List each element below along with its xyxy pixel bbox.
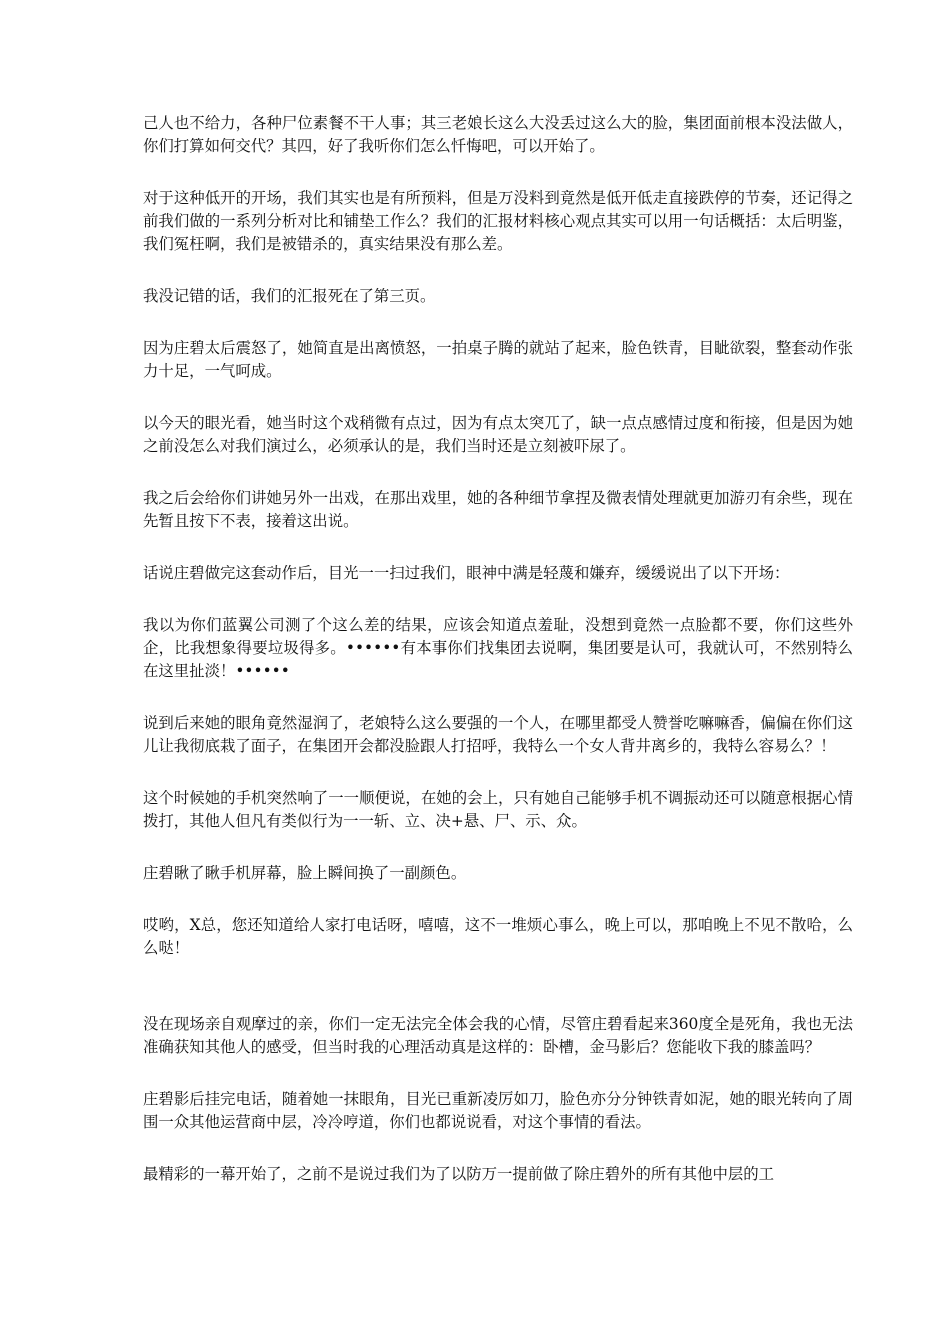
paragraph-8: 我以为你们蓝翼公司测了个这么差的结果，应该会知道点羞耻，没想到竟然一点脸都不要，你们这些外企，比我想象得要垃圾得多。••••••有本事你们找集团去说啊，集团要是认可，我就认可，不然别特么在这里扯淡！•••••• [143, 616, 853, 680]
paragraph-4: 因为庄碧太后震怒了，她简直是出离愤怒，一拍桌子腾的就站了起来，脸色铁青，目眦欲裂，整套动作张力十足，一气呵成。 [143, 339, 853, 380]
paragraph-1: 己人也不给力，各种尸位素餐不干人事；其三老娘长这么大没丢过这么大的脸，集团面前根本没法做人，你们打算如何交代？其四，好了我听你们怎么忏悔吧，可以开始了。 [143, 114, 853, 155]
paragraph-5: 以今天的眼光看，她当时这个戏稍微有点过，因为有点太突兀了，缺一点点感情过度和衔接，但是因为她之前没怎么对我们演过么，必须承认的是，我们当时还是立刻被吓尿了。 [143, 414, 853, 455]
document-body [143, 112, 853, 1186]
paragraph-11: 庄碧瞅了瞅手机屏幕，脸上瞬间换了一副颜色。 [143, 864, 467, 882]
paragraph-9: 说到后来她的眼角竟然湿润了，老娘特么这么要强的一个人，在哪里都受人赞誉吃嘛嘛香，偏偏在你们这儿让我彻底栽了面子，在集团开会都没脸跟人打招呼，我特么一个女人背井离乡的，我特么容易么？！ [143, 714, 853, 755]
paragraph-13: 没在现场亲自观摩过的亲，你们一定无法完全体会我的心情，尽管庄碧看起来360度全是死角，我也无法准确获知其他人的感受，但当时我的心理活动真是这样的：卧槽，金马影后？您能收下我的膝盖吗？ [143, 1015, 853, 1056]
paragraph-7: 话说庄碧做完这套动作后，目光一一扫过我们，眼神中满是轻蔑和嫌弃，缓缓说出了以下开场： [143, 564, 790, 582]
paragraph-10: 这个时候她的手机突然响了一一顺便说，在她的会上，只有她自己能够手机不调振动还可以随意根据心情拨打，其他人但凡有类似行为一一斩、立、决+悬、尸、示、众。 [143, 789, 853, 830]
paragraph-12: 哎哟，X总，您还知道给人家打电话呀，嘻嘻，这不一堆烦心事么，晚上可以，那咱晚上不见不散哈，么么哒！ [143, 916, 853, 957]
paragraph-2: 对于这种低开的开场，我们其实也是有所预料，但是万没料到竟然是低开低走直接跌停的节奏，还记得之前我们做的一系列分析对比和铺垫工作么？我们的汇报材料核心观点其实可以用一句话概括：太后明鉴，我们冤枉啊，我们是被错杀的，真实结果没有那么差。 [143, 189, 853, 253]
paragraph-15: 最精彩的一幕开始了，之前不是说过我们为了以防万一提前做了除庄碧外的所有其他中层的工 [143, 1165, 775, 1183]
paragraph-14: 庄碧影后挂完电话，随着她一抹眼角，目光已重新凌厉如刀，脸色亦分分钟铁青如泥，她的眼光转向了周围一众其他运营商中层，冷冷哼道，你们也都说说看，对这个事情的看法。 [143, 1090, 853, 1131]
paragraph-3: 我没记错的话，我们的汇报死在了第三页。 [143, 287, 436, 305]
paragraph-6: 我之后会给你们讲她另外一出戏，在那出戏里，她的各种细节拿捏及微表情处理就更加游刃有余些，现在先暂且按下不表，接着这出说。 [143, 489, 853, 530]
